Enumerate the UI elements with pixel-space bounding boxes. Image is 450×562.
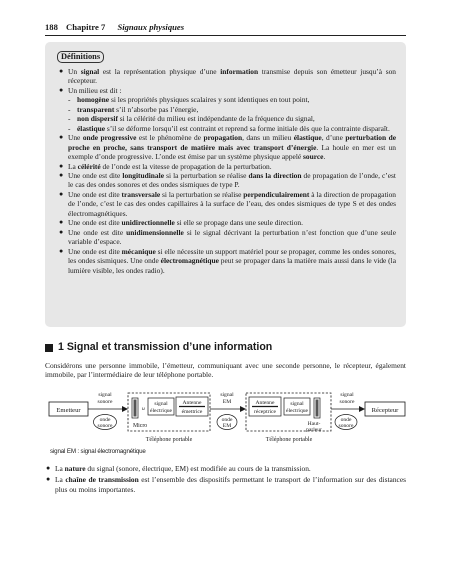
page-number: 188 <box>45 22 58 32</box>
closing-chaine: ● La chaîne de transmission est l’ensemble des dispositifs permettant le transport de l’information sur des distances plus ou moins importantes. <box>46 475 406 494</box>
definition-unidirectionnelle: ● Une onde est dite unidirectionnelle si elle se propage dans une seule direction. <box>59 218 303 228</box>
recepteur-label: Récepteur <box>371 407 399 414</box>
bullet-icon: ● <box>59 218 64 227</box>
definitions-box <box>45 42 406 327</box>
signal-sonore-label-1a: signal <box>98 392 112 398</box>
bullet-icon: ● <box>59 67 64 75</box>
definition-homogene: - homogène si les propriétés physiques scalaires y sont identiques en tout point, <box>68 95 310 105</box>
haut-label: Haut- <box>307 421 321 427</box>
bullet-icon: ● <box>59 85 64 94</box>
chapter-title: Signaux physiques <box>117 22 185 32</box>
definitions-tag: Définitions <box>57 51 104 63</box>
definition-onde-progressive: ● Une onde progressive est le phénomène de propagation, dans un milieu élastique, d’une perturbation de proche en proche, sans transport de matière mais avec transport d’énergie. La houle en mer est un exemple d’onde progressive. L’onde est émise par un système physique appelé source. <box>59 133 397 162</box>
bullet-icon: ● <box>46 475 51 484</box>
running-head <box>45 22 405 33</box>
emetteur-label: Emetteur <box>56 407 81 414</box>
signal-electrique-label-left-b: électrique <box>149 408 173 414</box>
onde-label-1: onde <box>99 417 111 423</box>
bullet-icon: ● <box>59 133 64 142</box>
section-intro: Considérons une personne immobile, l’émetteur, communiquant avec une seconde personne, le récepteur, également immobile, par l’intermédiaire de leur téléphone portable. <box>45 361 406 380</box>
onde-label-3: onde <box>340 417 352 423</box>
micro-label: Micro <box>133 423 148 429</box>
phone-left-label: Téléphone portable <box>145 437 193 443</box>
parleur-label: parleur <box>306 427 322 433</box>
definition-transversale: ● Une onde est dite transversale si la perturbation se réalise perpendiculairement à la direction de propagation de l’onde, c’est le cas des ondes capillaires à la surface de l’eau, des ondes sismiques de type S et des ondes électromagnétiques. <box>59 189 396 218</box>
phone-right-label: Téléphone portable <box>265 437 313 443</box>
signal-sonore-label-3a: signal <box>340 392 354 398</box>
antenne-label-right: Antenne <box>255 400 275 406</box>
definition-unidimensionnelle: ● Une onde est dite unidimensionnelle si le signal décrivant la perturbation n’est fonction que d’une seule variable d’espace. <box>59 227 396 247</box>
definitions-list <box>58 67 396 275</box>
definition-elastique: - élastique s’il se déforme lorsqu’il est contraint et reprend sa forme initiale dès que la contrainte disparaît. <box>68 123 390 133</box>
bullet-icon: ● <box>59 246 64 255</box>
signal-electrique-label-right-a: signal <box>290 401 304 407</box>
em-label-2: EM <box>222 423 232 429</box>
bullet-icon: ● <box>46 464 51 472</box>
closing-list <box>45 464 406 496</box>
signal-em-label-b: EM <box>222 399 232 405</box>
receptrice-label: réceptrice <box>253 409 277 415</box>
definition-signal: ● Un signal est la représentation physique d’une information transmise depuis son émetteur jusqu’à son récepteur. <box>59 67 396 86</box>
section-title: 1 Signal et transmission d’une information <box>58 341 273 353</box>
emettrice-label: émettrice <box>181 409 203 415</box>
definition-longitudinale: ● Une onde est dite longitudinale si la perturbation se réalise dans la direction de propagation de l’onde, c’est le cas des ondes sonores et des ondes sismiques de type P. <box>59 170 396 190</box>
onde-label-2: onde <box>221 417 233 423</box>
bullet-icon: ● <box>59 161 64 170</box>
definition-mecanique: ● Une onde est dite mécanique si elle nécessite un support matériel pour se propager, comme les ondes sonores, les ondes sismiques. Une onde électromagnétique peut se propager dans la matière mais aussi dans le vide (la lumière visible, les ondes radio). <box>59 246 396 275</box>
bullet-icon: ● <box>59 189 64 198</box>
em-footnote: signal EM : signal électromagnétique <box>50 448 146 455</box>
signal-electrique-label-right-b: électrique <box>285 408 309 414</box>
closing-nature: ● La nature du signal (sonore, électrique, EM) est modifiée au cours de la transmission. <box>46 464 311 473</box>
bullet-icon: ● <box>59 227 64 236</box>
definition-non-dispersif: - non dispersif si la célérité du milieu est indépendante de la fréquence du signal, <box>68 114 315 124</box>
u-label: u <box>142 406 145 412</box>
chapter-label: Chapitre 7 <box>66 22 106 32</box>
header-rule <box>45 35 406 36</box>
signal-electrique-label-left-a: signal <box>154 401 168 407</box>
sonore-label-3: sonore <box>338 423 354 429</box>
sonore-label-1: sonore <box>97 423 113 429</box>
signal-em-label-a: signal <box>220 392 234 398</box>
signal-sonore-label-3b: sonore <box>339 399 355 405</box>
transmission-chain-diagram <box>45 384 407 446</box>
definition-celerite: ● La célérité de l’onde est la vitesse de propagation de la perturbation. <box>59 161 272 171</box>
definition-transparent: - transparent s’il n’absorbe pas l’énergie, <box>68 104 199 114</box>
bullet-icon: ● <box>59 170 64 179</box>
section-marker <box>45 344 53 352</box>
signal-sonore-label-1b: sonore <box>97 399 113 405</box>
definition-milieu: ● Un milieu est dit : <box>59 85 122 95</box>
antenne-label-left: Antenne <box>182 400 202 406</box>
